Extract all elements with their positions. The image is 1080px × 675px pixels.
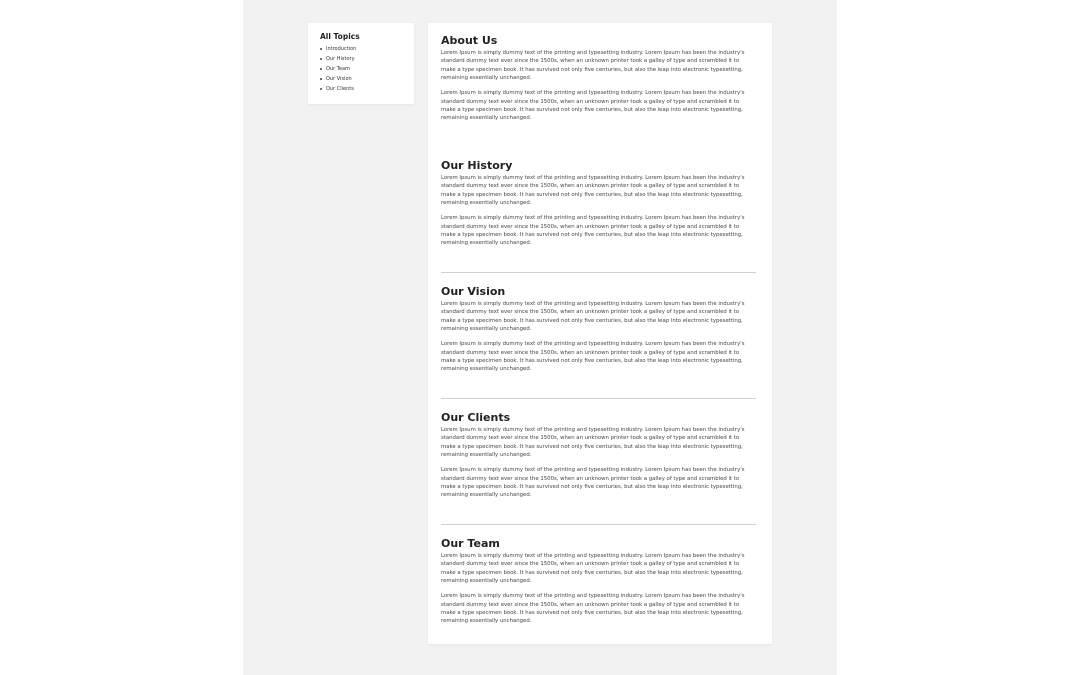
- section-paragraph: Lorem Ipsum is simply dummy text of the printing and typesetting industry. Lorem Ipsum has been the industry's standard dummy text ever since the 1500s, when an unknown printer took a galley of type and scrambled it to make a type specimen book. It has survived not only five centuries, but also the leap into electronic typesetting, remaining essentially unchanged.: [441, 175, 745, 207]
- section-paragraph: Lorem Ipsum is simply dummy text of the printing and typesetting industry. Lorem Ipsum has been the industry's standard dummy text ever since the 1500s, when an unknown printer took a galley of type and scrambled it to make a type specimen book. It has survived not only five centuries, but also the leap into electronic typesetting, remaining essentially unchanged.: [441, 341, 745, 373]
- section-paragraph: Lorem Ipsum is simply dummy text of the printing and typesetting industry. Lorem Ipsum has been the industry's standard dummy text ever since the 1500s, when an unknown printer took a galley of type and scrambled it to make a type specimen book. It has survived not only five centuries, but also the leap into electronic typesetting, remaining essentially unchanged.: [441, 427, 745, 459]
- section-paragraph: Lorem Ipsum is simply dummy text of the printing and typesetting industry. Lorem Ipsum has been the industry's standard dummy text ever since the 1500s, when an unknown printer took a galley of type and scrambled it to make a type specimen book. It has survived not only five centuries, but also the leap into electronic typesetting, remaining essentially unchanged.: [441, 215, 745, 247]
- section-our-history: [441, 158, 756, 272]
- section-our-clients: [441, 410, 756, 524]
- section-our-vision: [441, 284, 756, 398]
- sidebar-item-our-vision[interactable]: Our Vision: [320, 74, 414, 84]
- sidebar-item-our-history[interactable]: Our History: [320, 54, 414, 64]
- section-heading: Our Clients: [441, 411, 511, 424]
- section-heading: Our Vision: [441, 285, 506, 298]
- topics-sidebar: [308, 23, 414, 104]
- section-paragraph: Lorem Ipsum is simply dummy text of the printing and typesetting industry. Lorem Ipsum has been the industry's standard dummy text ever since the 1500s, when an unknown printer took a galley of type and scrambled it to make a type specimen book. It has survived not only five centuries, but also the leap into electronic typesetting, remaining essentially unchanged.: [441, 90, 745, 122]
- sidebar-item-our-team[interactable]: Our Team: [320, 64, 414, 74]
- section-paragraph: Lorem Ipsum is simply dummy text of the printing and typesetting industry. Lorem Ipsum has been the industry's standard dummy text ever since the 1500s, when an unknown printer took a galley of type and scrambled it to make a type specimen book. It has survived not only five centuries, but also the leap into electronic typesetting, remaining essentially unchanged.: [441, 553, 745, 585]
- section-our-team: [441, 536, 756, 626]
- section-heading: About Us: [441, 34, 498, 47]
- sidebar-title: All Topics: [320, 32, 360, 41]
- sidebar-item-our-clients[interactable]: Our Clients: [320, 84, 414, 94]
- section-divider: [441, 524, 756, 525]
- topic-list: [320, 44, 414, 94]
- section-heading: Our History: [441, 159, 513, 172]
- section-paragraph: Lorem Ipsum is simply dummy text of the printing and typesetting industry. Lorem Ipsum has been the industry's standard dummy text ever since the 1500s, when an unknown printer took a galley of type and scrambled it to make a type specimen book. It has survived not only five centuries, but also the leap into electronic typesetting, remaining essentially unchanged.: [441, 301, 745, 333]
- section-heading: Our Team: [441, 537, 500, 550]
- section-paragraph: Lorem Ipsum is simply dummy text of the printing and typesetting industry. Lorem Ipsum has been the industry's standard dummy text ever since the 1500s, when an unknown printer took a galley of type and scrambled it to make a type specimen book. It has survived not only five centuries, but also the leap into electronic typesetting, remaining essentially unchanged.: [441, 50, 745, 82]
- section-divider: [441, 272, 756, 273]
- section-divider: [441, 398, 756, 399]
- section-paragraph: Lorem Ipsum is simply dummy text of the printing and typesetting industry. Lorem Ipsum has been the industry's standard dummy text ever since the 1500s, when an unknown printer took a galley of type and scrambled it to make a type specimen book. It has survived not only five centuries, but also the leap into electronic typesetting, remaining essentially unchanged.: [441, 593, 745, 625]
- sidebar-item-introduction[interactable]: Introduction: [320, 44, 414, 54]
- section-about-us: [441, 33, 756, 158]
- content-panel: [428, 23, 772, 644]
- section-paragraph: Lorem Ipsum is simply dummy text of the printing and typesetting industry. Lorem Ipsum has been the industry's standard dummy text ever since the 1500s, when an unknown printer took a galley of type and scrambled it to make a type specimen book. It has survived not only five centuries, but also the leap into electronic typesetting, remaining essentially unchanged.: [441, 467, 745, 499]
